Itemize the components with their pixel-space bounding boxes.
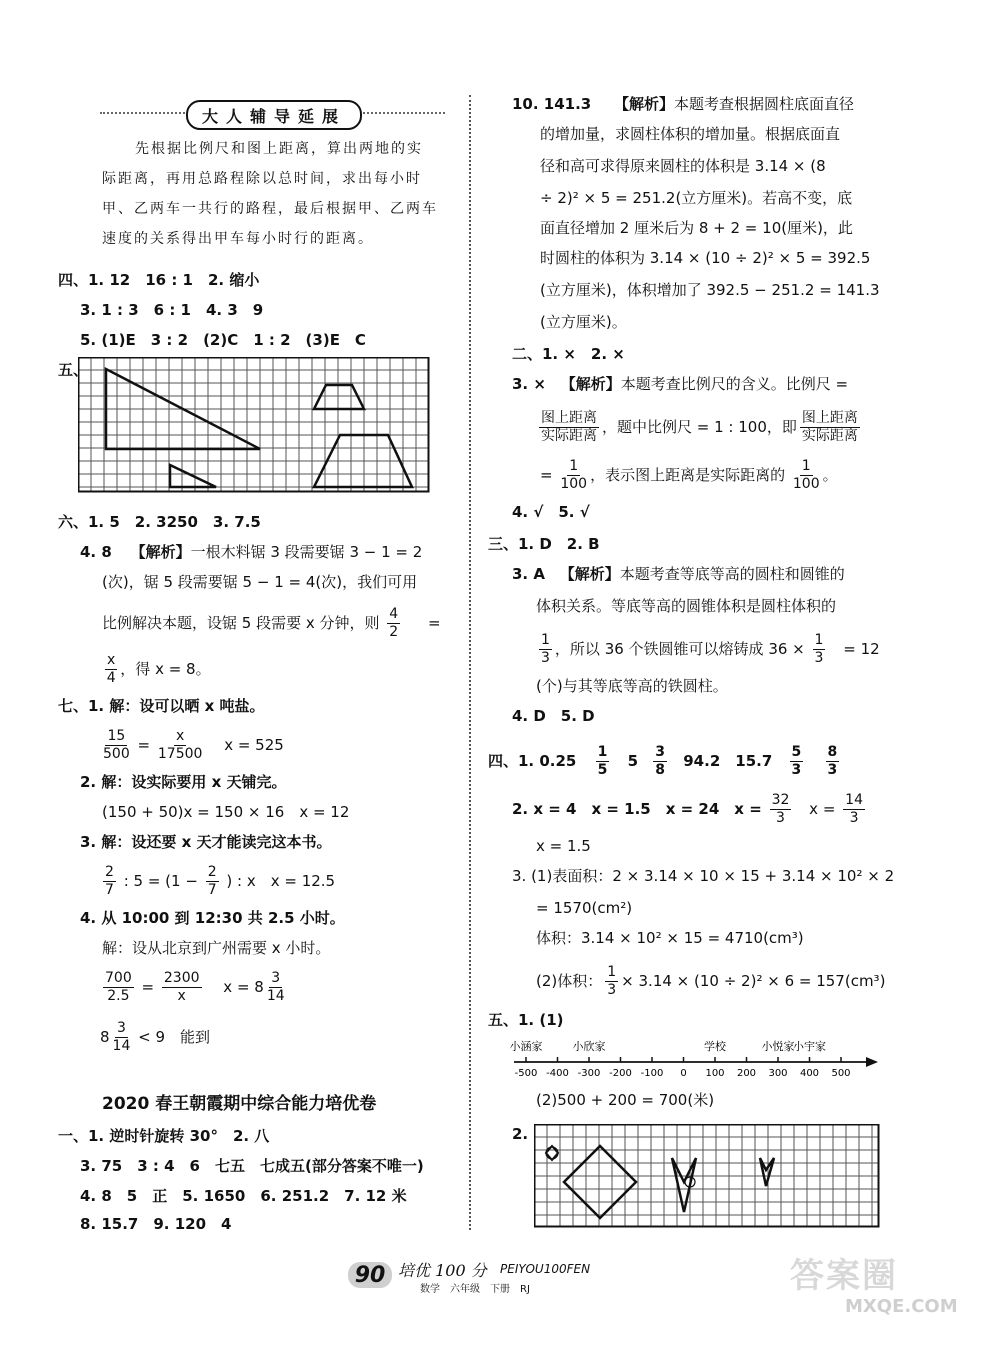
r-s4-line-2: 2. x = 4 x = 1.5 x = 24 x = xyxy=(512,800,762,818)
frac-x-17500: $\frac{x}{17500}$ xyxy=(157,728,203,762)
s6-q4-num: 4. 8 xyxy=(80,543,112,561)
exam-line-1: 一、1. 逆时针旋转 30° 2. 八 xyxy=(58,1127,270,1145)
tick-label: 300 xyxy=(768,1068,788,1079)
frac-map-real: $\frac{\text{图上距离}}{\text{实际距离}}$ xyxy=(541,410,597,444)
r-s3-q3-tag: 【解析】 xyxy=(559,565,620,583)
brand: 培优 100 分 xyxy=(398,1261,487,1280)
guide-line-3: 甲、乙两车一共行的路程，最后根据甲、乙两车 xyxy=(102,201,438,217)
number-line xyxy=(510,1036,880,1080)
s6-q4-tag: 【解析】 xyxy=(130,543,191,561)
s7-line-6: 解：设从北京到广州需要 x 小时。 xyxy=(102,939,331,957)
frac-x-4: $\frac{x}{4}$ xyxy=(106,652,116,686)
s6-line-1: 六、1. 5 2. 3250 3. 7.5 xyxy=(58,513,261,531)
mixed-whole: 8 xyxy=(100,1028,110,1046)
s4-line-2: 3. 1 : 3 6 : 1 4. 3 9 xyxy=(80,301,264,319)
footer-sub: 数学 六年级 下册 RJ xyxy=(420,1284,530,1295)
equals: = xyxy=(540,466,553,484)
frac-2-7-b: $\frac{2}{7}$ xyxy=(207,864,217,898)
r-s3-q3-line-2: 体积关系。等底等高的圆锥体积是圆柱体积的 xyxy=(536,597,837,615)
s7-result-5: x = 8 xyxy=(223,978,264,996)
page-number: 90 xyxy=(348,1262,392,1288)
place-label: 学校 xyxy=(704,1040,726,1053)
s7-result-6: < 9 能到 xyxy=(138,1028,211,1046)
r-s2-q3-end: ，表示图上距离是实际距离的 xyxy=(590,466,786,484)
exam-line-4: 8. 15.7 9. 120 4 xyxy=(80,1215,232,1233)
s6-q4-result: ，得 x = 8。 xyxy=(120,660,211,678)
left-grid-figure xyxy=(78,357,430,493)
period: 。 xyxy=(822,466,838,484)
s7-line-4: 3. 解：设还要 x 天才能读完这本书。 xyxy=(80,833,332,851)
r-s4-line-3: x = 1.5 xyxy=(536,837,591,855)
q10-line-7: (立方厘米)。 xyxy=(540,313,627,331)
frac-3-14-b: $\frac{3}{14}$ xyxy=(112,1020,131,1054)
tick-label: -200 xyxy=(609,1068,632,1079)
r-s5-line-3: 2. xyxy=(512,1125,529,1143)
equals: = xyxy=(427,614,441,632)
center-mark-1 xyxy=(546,1147,558,1159)
frac-3-14: $\frac{3}{14}$ xyxy=(266,970,285,1004)
r-s4-line-6: 体积：3.14 × 10² × 15 = 4710(cm³) xyxy=(536,929,804,947)
tick-label: -400 xyxy=(546,1068,569,1079)
frac-map-real-b: $\frac{\text{图上距离}}{\text{实际距离}}$ xyxy=(801,410,858,444)
q10-tag: 【解析】 xyxy=(614,95,675,113)
r-s2-line-4: 4. √ 5. √ xyxy=(512,503,590,521)
s7-result-3: ) : x x = 12.5 xyxy=(226,872,336,890)
frac-3-8: $\frac{3}{8}$ xyxy=(655,744,666,778)
frac-32-3: $\frac{32}{3}$ xyxy=(771,792,790,826)
r-s3-q3-num: 3. A xyxy=(512,565,545,583)
place-label: 小宇家 xyxy=(793,1040,826,1053)
tick-label: -100 xyxy=(640,1068,664,1079)
r-s3-line-5: 4. D 5. D xyxy=(512,707,595,725)
r-s5-line-1: 五、1. (1) xyxy=(488,1011,564,1029)
r-s2-q3-text: 本题考查比例尺的含义。比例尺 = xyxy=(620,375,849,393)
watermark: 答案圈 xyxy=(790,1256,898,1296)
r-s4-x: x = xyxy=(809,800,836,818)
r-s4-vals: 94.2 15.7 xyxy=(683,752,773,770)
frac-1-3-c: $\frac{1}{3}$ xyxy=(607,964,617,998)
s7-result-1: x = 525 xyxy=(224,736,284,754)
r-s2-q3-num: 3. × xyxy=(512,375,546,393)
frac-1-100: $\frac{1}{100}$ xyxy=(560,458,588,492)
s7-line-3: (150 + 50)x = 150 × 16 x = 12 xyxy=(102,803,350,821)
r-s4-line-5: = 1570(cm²) xyxy=(536,899,633,917)
equals: = xyxy=(141,978,155,996)
r-s3-line-1: 三、1. D 2. B xyxy=(488,535,600,553)
arrow-shape-1 xyxy=(672,1158,696,1212)
tick-label: 100 xyxy=(705,1068,725,1079)
frac-14-3: $\frac{14}{3}$ xyxy=(845,792,863,826)
frac-15-500: $\frac{15}{500}$ xyxy=(103,728,130,762)
watermark-url: MXQE.COM xyxy=(845,1296,958,1317)
s4-line-1: 四、1. 12 16 : 1 2. 缩小 xyxy=(58,271,260,289)
column-divider xyxy=(469,95,471,1230)
frac-5-3: $\frac{5}{3}$ xyxy=(791,744,802,778)
tick-label: 400 xyxy=(799,1068,820,1079)
equals: = xyxy=(137,736,151,754)
r-s4-line-1: 四、1. 0.25 xyxy=(488,752,577,770)
q10-line-1: 的增加量，求圆柱体积的增加量。根据底面直 xyxy=(540,125,841,143)
q10-text: 本题考查根据圆柱底面直径 xyxy=(674,95,855,113)
s7-line-2: 2. 解：设实际要用 x 天铺完。 xyxy=(80,773,287,791)
tick-label: -500 xyxy=(514,1068,538,1079)
frac-1-3: $\frac{1}{3}$ xyxy=(541,632,550,666)
tick-label: -300 xyxy=(577,1068,601,1079)
right-grid-figure xyxy=(534,1124,880,1228)
guide-line-2: 际距离，再用总路程除以总时间，求出每小时 xyxy=(102,171,422,187)
small-triangle xyxy=(170,465,216,487)
place-label: 小涵家 xyxy=(510,1040,543,1053)
guide-line-4: 速度的关系得出甲车每小时行的距离。 xyxy=(102,231,374,247)
q10-line-2: 径和高可求得原来圆柱的体积是 3.14 × (8 xyxy=(540,157,826,175)
guide-title: 大人辅导延展 xyxy=(186,100,362,130)
r-s2-q3-mid: ，题中比例尺 = 1 : 100，即 xyxy=(602,418,797,436)
r-s3-q3-mid: ，所以 36 个铁圆锥可以熔铸成 36 × xyxy=(554,640,805,658)
r-s4-line-7-b: × 3.14 × (10 ÷ 2)² × 6 = 157(cm³) xyxy=(621,972,886,990)
guide-line-1: 先根据比例尺和图上距离，算出两地的实 xyxy=(135,141,423,157)
s5-label: 五、 xyxy=(58,361,89,379)
s7-line-5: 4. 从 10:00 到 12:30 共 2.5 小时。 xyxy=(80,909,345,927)
small-trapezoid xyxy=(314,385,364,409)
place-label: 小欣家 xyxy=(572,1040,606,1053)
q10-line-3: ÷ 2)² × 5 = 251.2(立方厘米)。若高不变，底 xyxy=(540,189,853,207)
q10-num: 10. 141.3 xyxy=(512,95,592,113)
exam-line-3: 4. 8 5 正 5. 1650 6. 251.2 7. 12 米 xyxy=(80,1187,407,1205)
q10-line-5: 时圆柱的体积为 3.14 × (10 ÷ 2)² × 5 = 392.5 xyxy=(540,249,871,267)
r-s3-q3-text: 本题考查等底等高的圆柱和圆锥的 xyxy=(619,565,845,583)
r-s4-line-4: 3. (1)表面积：2 × 3.14 × 10 × 15 + 3.14 × 10² × 2 xyxy=(512,867,895,885)
exam-line-2: 3. 75 3 : 4 6 七五 七成五(部分答案不唯一) xyxy=(80,1157,424,1175)
frac-4-2: $\frac{4}{2}$ xyxy=(389,606,399,640)
arrow-shape-2 xyxy=(760,1158,774,1186)
r-s4-line-7: (2)体积： xyxy=(536,972,603,990)
s6-q4-line-3: 比例解决本题，设锯 5 段需要 x 分钟，则 xyxy=(102,614,380,632)
frac-700-2.5: $\frac{700}{2.5}$ xyxy=(105,970,132,1004)
tick-label: 200 xyxy=(736,1068,757,1079)
frac-1-100-b: $\frac{1}{100}$ xyxy=(792,458,820,492)
brand-en: PEIYOU100FEN xyxy=(500,1262,591,1276)
s7-line-1: 七、1. 解：设可以晒 x 吨盐。 xyxy=(58,697,265,715)
r-s2-line-1: 二、1. × 2. × xyxy=(512,345,625,363)
s6-q4-text: 一根木料锯 3 段需要锯 3 − 1 = 2 xyxy=(190,543,423,561)
r-s2-q3-tag: 【解析】 xyxy=(560,375,621,393)
q10-line-4: 面直径增加 2 厘米后为 8 + 2 = 10(厘米)，此 xyxy=(540,219,853,237)
frac-2-7: $\frac{2}{7}$ xyxy=(105,864,114,898)
q10-line-6: (立方厘米)，体积增加了 392.5 − 251.2 = 141.3 xyxy=(540,281,880,299)
tick-label: 0 xyxy=(680,1068,687,1079)
exam-title: 2020 春王朝霞期中综合能力培优卷 xyxy=(102,1094,377,1114)
place-label: 小悦家 xyxy=(761,1040,795,1053)
s6-q4-line-2: (次)，锯 5 段需要锯 5 − 1 = 4(次)，我们可用 xyxy=(102,573,418,591)
tick-label: 500 xyxy=(831,1068,851,1079)
s4-line-3: 5. (1)E 3 : 2 (2)C 1 : 2 (3)E C xyxy=(80,331,366,349)
s7-mid-3: : 5 = (1 − xyxy=(123,872,198,890)
frac-1-3-b: $\frac{1}{3}$ xyxy=(814,632,824,666)
frac-8-3: $\frac{8}{3}$ xyxy=(827,744,838,778)
r-s5-line-2: (2)500 + 200 = 700(米) xyxy=(536,1091,715,1109)
frac-2300-x: $\frac{2300}{x}$ xyxy=(163,970,200,1004)
r-s3-q3-result: = 12 xyxy=(843,640,880,658)
r-s3-q3-line-4: (个)与其等底等高的铁圆柱。 xyxy=(536,677,728,695)
r-s4-val-5: 5 xyxy=(627,752,639,770)
frac-1-5: $\frac{1}{5}$ xyxy=(597,744,608,778)
